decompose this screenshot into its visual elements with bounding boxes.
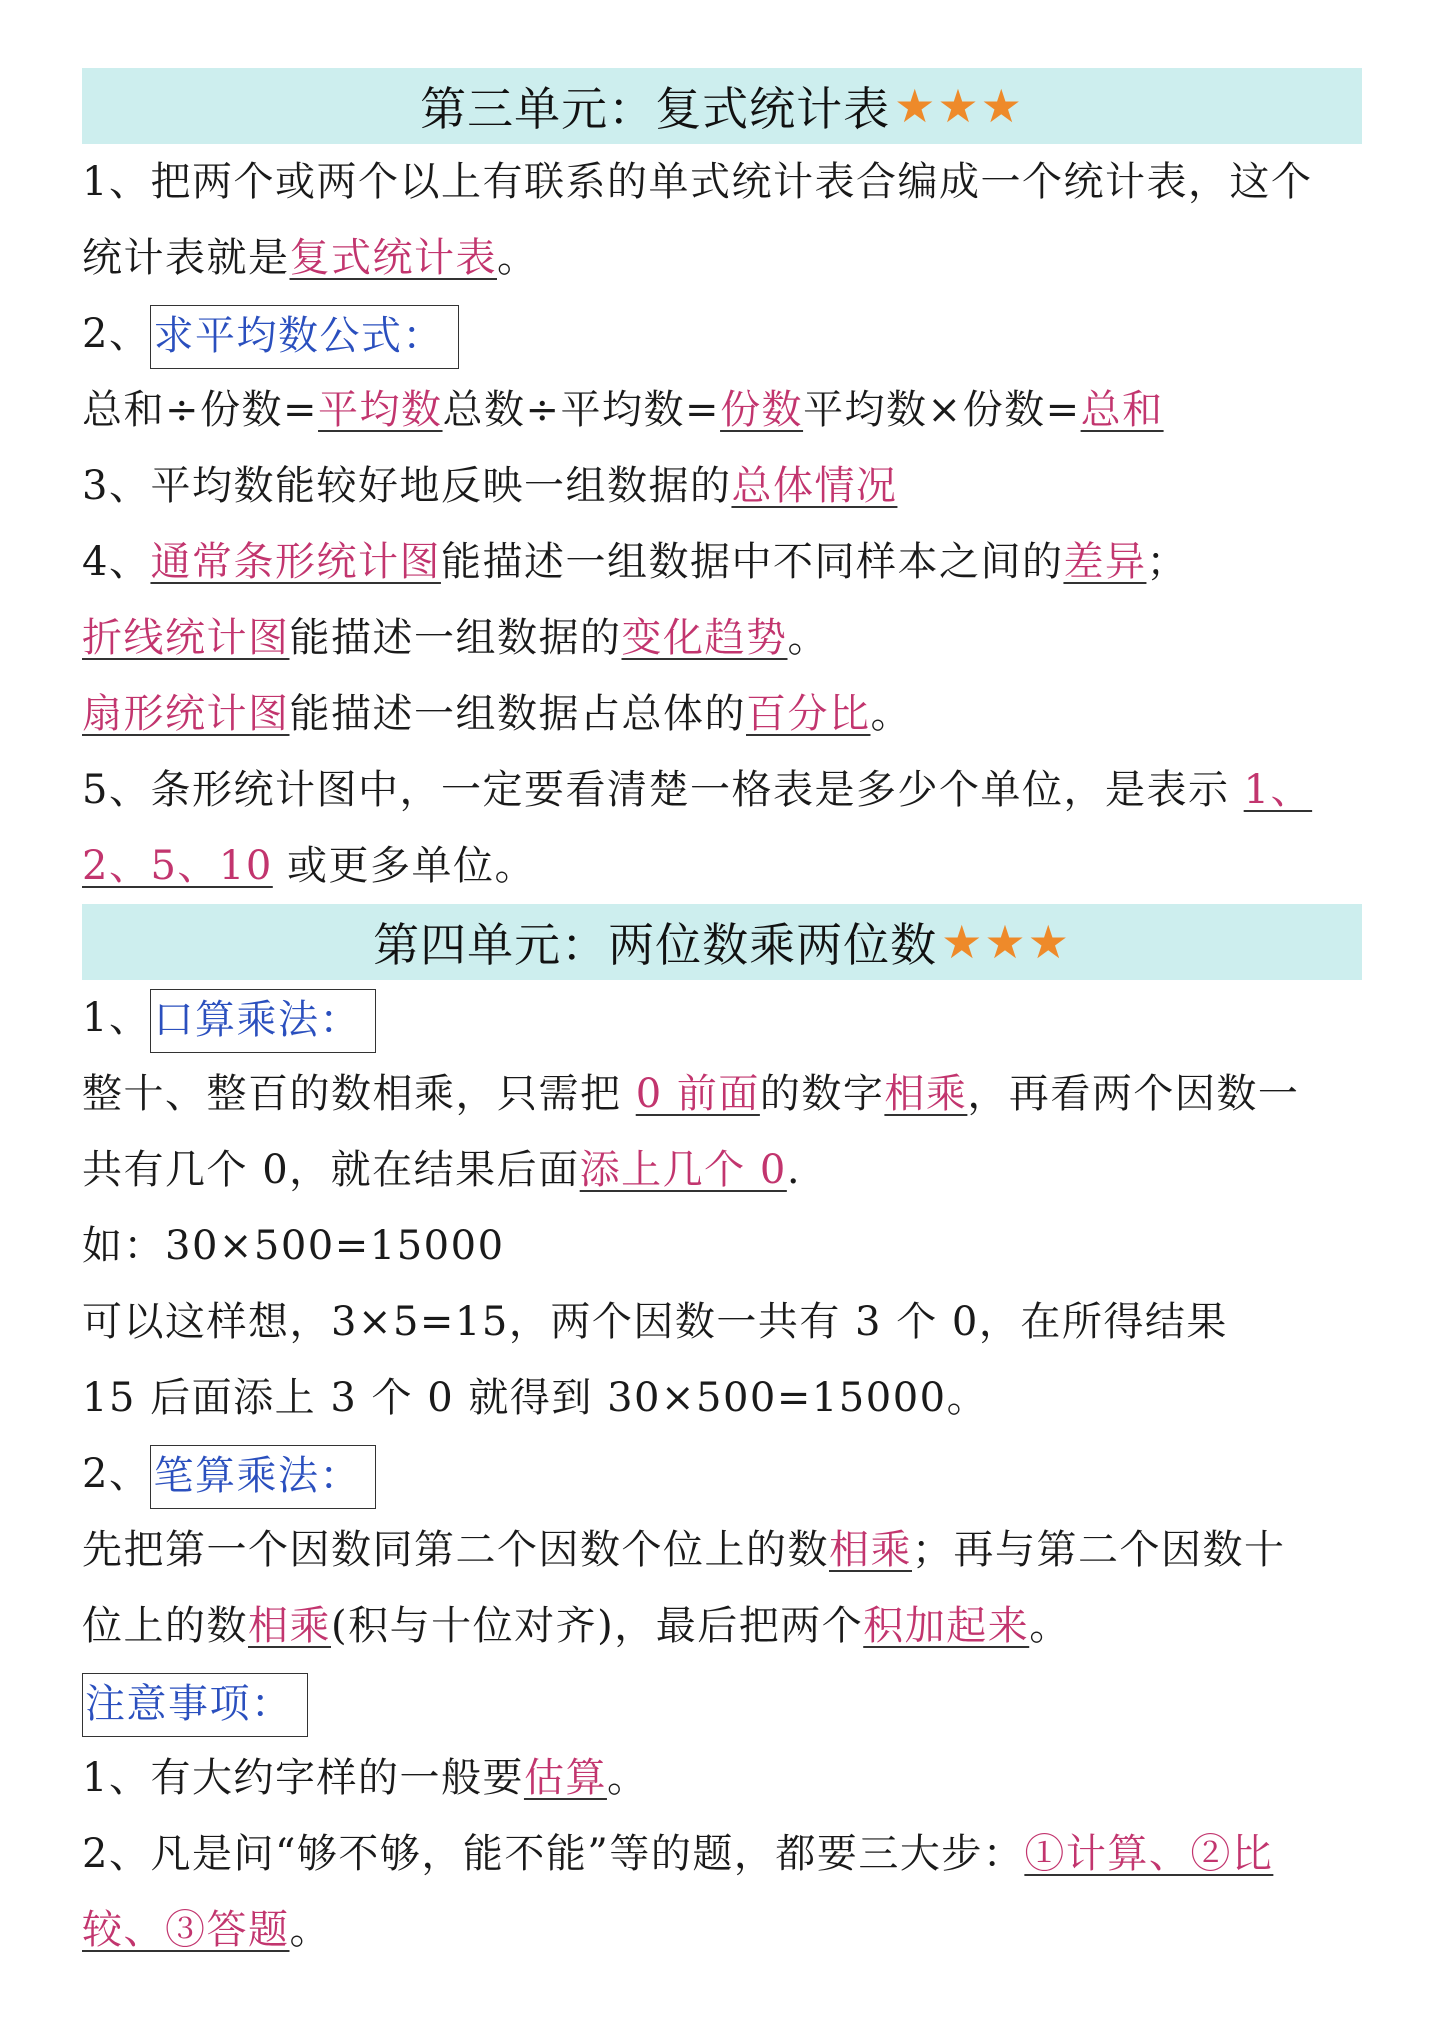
- item-number: 2、: [82, 1451, 151, 1497]
- text: 可以这样想，3×5=15，两个因数一共有 3 个 0，在所得结果: [82, 1299, 1228, 1345]
- text: 总数÷平均数=: [442, 387, 721, 433]
- text: 统计表就是: [82, 235, 290, 281]
- boxed-heading: 求平均数公式：: [150, 305, 459, 369]
- text: 。: [606, 1755, 649, 1801]
- unit3-item1-line1: [82, 144, 1362, 220]
- text: 15 后面添上 3 个 0 就得到 30×500=15000。: [82, 1375, 989, 1421]
- text: 平均数×份数=: [803, 387, 1081, 433]
- item-number: 1、: [82, 995, 151, 1041]
- item-number: 2、: [82, 311, 151, 357]
- highlight-term: 折线统计图: [82, 615, 290, 661]
- text: 能描述一组数据中不同样本之间的: [440, 539, 1064, 585]
- highlight-term: 总体情况: [731, 463, 898, 509]
- text: 1、把两个或两个以上有联系的单式统计表合编成一个统计表，这个: [82, 159, 1313, 205]
- highlight-term: 相乘: [829, 1527, 912, 1573]
- unit4-note1: [82, 1740, 1362, 1816]
- unit4-note2-line1: [82, 1816, 1362, 1892]
- text: 。: [289, 1907, 331, 1953]
- unit3-item5-line2: [82, 828, 1362, 904]
- unit4-example1: [82, 1208, 1362, 1284]
- text: 能描述一组数据的: [289, 615, 622, 661]
- text: 5、条形统计图中，一定要看清楚一格表是多少个单位，是表示: [82, 767, 1230, 813]
- unit4-p2: [82, 1132, 1362, 1208]
- text: 。: [497, 235, 539, 281]
- unit3-title-banner: [82, 68, 1362, 144]
- unit3-pie-chart: [82, 676, 1362, 752]
- highlight-term: 变化趋势: [621, 615, 788, 661]
- unit3-item4: [82, 524, 1362, 600]
- unit4-item1: [82, 980, 1362, 1056]
- boxed-heading: 口算乘法：: [150, 989, 376, 1053]
- text: 1、有大约字样的一般要: [82, 1755, 524, 1801]
- text: 共有几个 0，就在结果后面: [82, 1147, 580, 1193]
- text: ；: [1146, 539, 1188, 585]
- unit4-example2: [82, 1284, 1362, 1360]
- notes-page: [82, 68, 1362, 1968]
- highlight-term: 份数: [720, 387, 804, 433]
- text: 整十、整百的数相乘，只需把: [82, 1071, 622, 1117]
- highlight-term: 平均数: [318, 387, 443, 433]
- text: 2、凡是问“够不够，能不能”等的题，都要三大步：: [82, 1831, 1025, 1877]
- highlight-term: 较、③答题: [82, 1907, 290, 1953]
- highlight-term: 通常条形统计图: [150, 539, 441, 585]
- text: 先把第一个因数同第二个因数个位上的数: [82, 1527, 829, 1573]
- text: 如：30×500=15000: [82, 1223, 505, 1269]
- text: (积与十位对齐)，最后把两个: [331, 1603, 864, 1649]
- text: .: [786, 1147, 802, 1193]
- text: 3、平均数能较好地反映一组数据的: [82, 463, 732, 509]
- unit3-title: 第三单元：复式统计表: [420, 82, 891, 136]
- text: 的数字: [759, 1071, 885, 1117]
- text: ，再看两个因数一: [967, 1071, 1300, 1117]
- highlight-term: ①计算、②比: [1024, 1831, 1274, 1877]
- highlight-term: 估算: [523, 1755, 607, 1801]
- star-rating-icon: ★★★: [941, 915, 1071, 969]
- highlight-term: 相乘: [248, 1603, 331, 1649]
- unit3-item2: [82, 296, 1362, 372]
- unit4-note2-line2: [82, 1892, 1362, 1968]
- text: 。: [870, 691, 912, 737]
- unit4-w2: [82, 1588, 1362, 1664]
- highlight-term: 扇形统计图: [82, 691, 290, 737]
- star-rating-icon: ★★★: [894, 79, 1024, 133]
- text: 位上的数: [82, 1603, 248, 1649]
- text: 。: [1029, 1603, 1071, 1649]
- unit4-example3: [82, 1360, 1362, 1436]
- unit4-title-banner: [82, 904, 1362, 980]
- highlight-term: 差异: [1063, 539, 1147, 585]
- highlight-term: 0 前面: [635, 1071, 760, 1117]
- unit4-notes-heading: [82, 1664, 1362, 1740]
- boxed-heading: 笔算乘法：: [150, 1445, 376, 1509]
- text: 或更多单位。: [287, 843, 537, 889]
- highlight-term: 总和: [1080, 387, 1164, 433]
- highlight-term: 添上几个 0: [579, 1147, 787, 1193]
- unit3-item3: [82, 448, 1362, 524]
- text: 。: [787, 615, 829, 661]
- unit4-item2: [82, 1436, 1362, 1512]
- unit4-title: 第四单元：两位数乘两位数: [373, 918, 938, 972]
- unit3-line-chart: [82, 600, 1362, 676]
- boxed-heading: 注意事项：: [82, 1673, 308, 1737]
- unit3-formulas: [82, 372, 1362, 448]
- highlight-term: 2、5、10: [82, 843, 273, 889]
- unit4-w1: [82, 1512, 1362, 1588]
- highlight-term: 积加起来: [863, 1603, 1030, 1649]
- unit3-item5-line1: [82, 752, 1362, 828]
- highlight-term: 百分比: [746, 691, 871, 737]
- text: ；再与第二个因数十: [912, 1527, 1286, 1573]
- highlight-term: 1、: [1243, 767, 1313, 813]
- text: 能描述一组数据占总体的: [289, 691, 746, 737]
- highlight-term: 复式统计表: [289, 235, 497, 281]
- unit4-p1: [82, 1056, 1362, 1132]
- item-number: 4、: [82, 539, 151, 585]
- highlight-term: 相乘: [884, 1071, 968, 1117]
- unit3-item1-line2: [82, 220, 1362, 296]
- text: 总和÷份数=: [82, 387, 319, 433]
